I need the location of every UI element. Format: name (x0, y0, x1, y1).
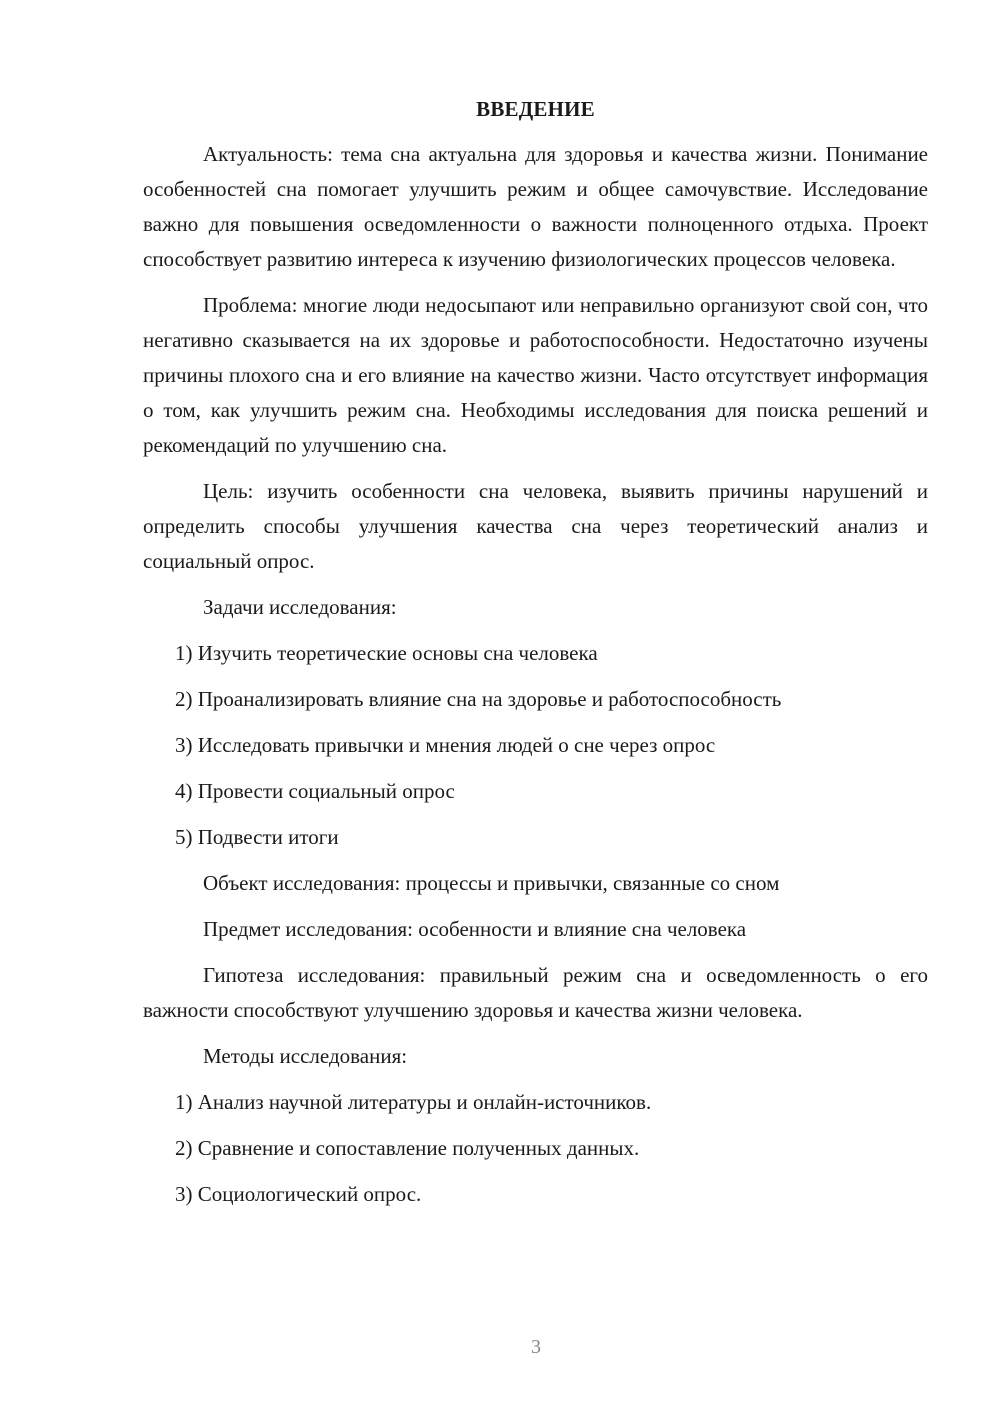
tasks-heading: Задачи исследования: (203, 595, 397, 619)
problem-paragraph: Проблема: многие люди недосыпают или неправильно организуют свой сон, что негативно сказывается на их здоровье и работоспособности. Недостаточно изучены причины плохого сна и его влияние на качество жизни. Часто отсутствует информация о том, как улучшить режим сна. Необходимы исследования для поиска решений и рекомендаций по улучшению сна. (143, 293, 928, 457)
method-item: 2) Сравнение и сопоставление полученных данных. (175, 1136, 640, 1160)
relevance-paragraph: Актуальность: тема сна актуальна для здоровья и качества жизни. Понимание особенностей сна помогает улучшить режим и общее самочувствие. Исследование важно для повышения осведомленности о важности полноценного отдыха. Проект способствует развитию интереса к изучению физиологических процессов человека. (143, 142, 928, 271)
hypothesis-paragraph: Гипотеза исследования: правильный режим сна и осведомленность о его важности способствуют улучшению здоровья и качества жизни человека. (143, 963, 928, 1022)
method-item: 1) Анализ научной литературы и онлайн-источников. (175, 1090, 652, 1114)
task-item: 1) Изучить теоретические основы сна человека (175, 641, 598, 665)
task-item: 3) Исследовать привычки и мнения людей о сне через опрос (175, 733, 716, 757)
subject-line: Предмет исследования: особенности и влияние сна человека (203, 917, 747, 941)
task-item: 5) Подвести итоги (175, 825, 339, 849)
page-number: 3 (531, 1336, 541, 1358)
goal-paragraph: Цель: изучить особенности сна человека, выявить причины нарушений и определить способы улучшения качества сна через теоретический анализ и социальный опрос. (143, 479, 928, 573)
object-line: Объект исследования: процессы и привычки, связанные со сном (203, 871, 780, 895)
task-item: 4) Провести социальный опрос (175, 779, 455, 803)
document-page (143, 92, 928, 1212)
page-title: ВВЕДЕНИЕ (476, 97, 595, 121)
methods-heading: Методы исследования: (203, 1044, 408, 1068)
method-item: 3) Социологический опрос. (175, 1182, 422, 1206)
task-item: 2) Проанализировать влияние сна на здоровье и работоспособность (175, 687, 782, 711)
